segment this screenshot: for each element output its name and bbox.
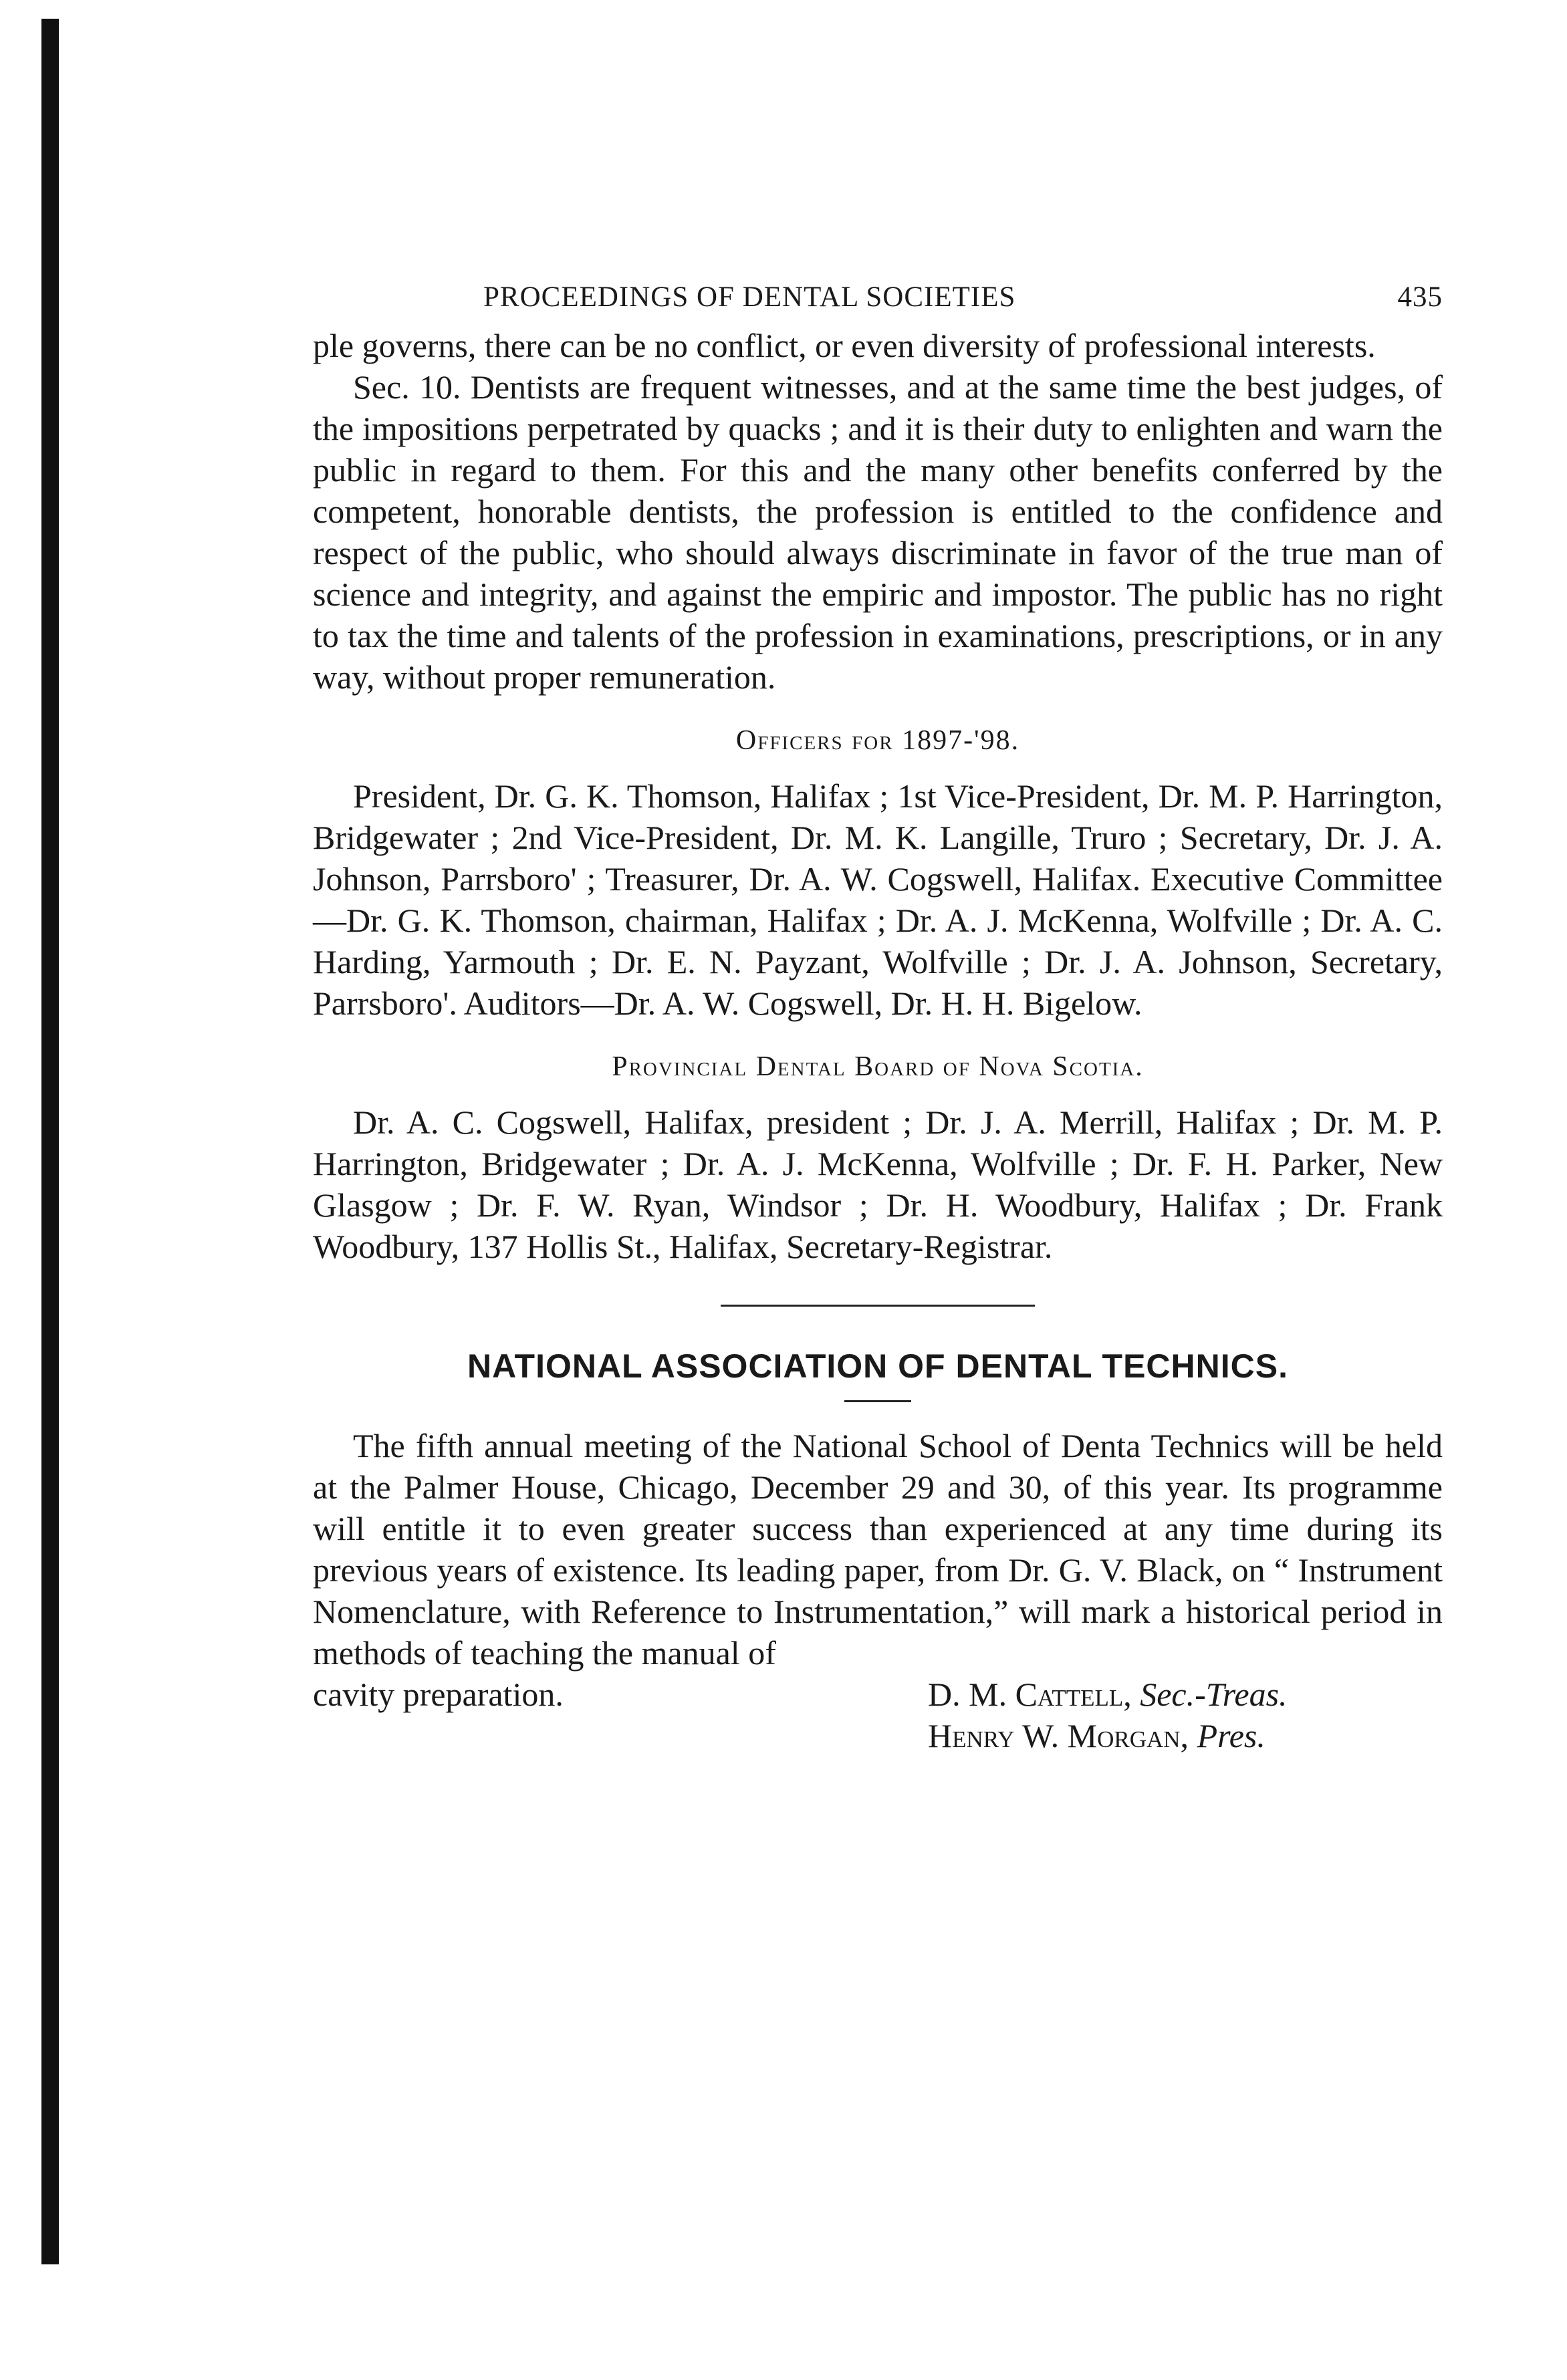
page-body: [313, 281, 1443, 1756]
binding-edge: [41, 19, 59, 2264]
national-association-paragraph: The fifth annual meeting of the National School of Denta Technics will be held at the Palmer House, Chicago, December 29 and 30, of this year. Its programme will entitle it to even greater success than experienced at any time during its previous years of existence. Its leading paper, from Dr. G. V. Black, on “ Instrument Nomenclature, with Reference to Instrumentation,” will mark a historical period in methods of teaching the manual of: [313, 1427, 1443, 1672]
heading-underline: [844, 1400, 911, 1402]
page-number: 435: [1397, 281, 1443, 313]
board-paragraph: Dr. A. C. Cogswell, Halifax, president ; Dr. J. A. Merrill, Halifax ; Dr. M. P. Harrington, Bridgewater ; Dr. A. J. McKenna, Wolfville ; Dr. F. H. Parker, New Glasgow ; Dr. F. W. Ryan, Windsor ; Dr. H. Woodbury, Halifax ; Dr. Frank Woodbury, 137 Hollis St., Halifax, Secretary-Registrar.: [313, 1103, 1443, 1265]
signature-block: [313, 1674, 1443, 1756]
signature-morgan: [928, 1715, 1265, 1756]
officers-heading: [313, 724, 1443, 757]
signature-cattell: [928, 1674, 1288, 1715]
paragraph-tail: cavity preparation.: [313, 1676, 564, 1713]
running-head-title: PROCEEDINGS OF DENTAL SOCIETIES: [483, 281, 1016, 313]
officers-heading-text: Officers for 1897-'98.: [735, 725, 1020, 756]
signature-morgan-name: Henry W. Morgan,: [928, 1717, 1189, 1754]
board-heading-text: Provincial Dental Board of Nova Scotia.: [612, 1051, 1144, 1082]
section-divider: [721, 1305, 1035, 1307]
board-heading: [313, 1051, 1443, 1083]
running-head: [313, 281, 1443, 325]
opening-paragraph: ple governs, there can be no conflict, or even diversity of professional interests.: [313, 327, 1376, 364]
officers-paragraph: President, Dr. G. K. Thomson, Halifax ; 1st Vice-President, Dr. M. P. Harrington, Bridgewater ; 2nd Vice-President, Dr. M. K. Langille, Truro ; Secretary, Dr. J. A. Johnson, Parrsboro' ; Treasurer, Dr. A. W. Cogswell, Halifax. Executive Committee—Dr. G. K. Thomson, chairman, Halifax ; Dr. A. J. McKenna, Wolfville ; Dr. A. C. Harding, Yarmouth ; Dr. E. N. Payzant, Wolfville ; Dr. J. A. Johnson, Secretary, Parrsboro'. Auditors—Dr. A. W. Cogswell, Dr. H. H. Bigelow.: [313, 777, 1443, 1022]
signature-cattell-title: Sec.-Treas.: [1140, 1676, 1288, 1713]
section-10-paragraph: Sec. 10. Dentists are frequent witnesses, and at the same time the best judges, of the impositions perpetrated by quacks ; and it is their duty to enlighten and warn the public in regard to them. For this and the many other benefits conferred by the competent, honorable dentists, the profession is entitled to the confidence and respect of the public, who should always discriminate in favor of the true man of science and integrity, and against the empiric and impostor. The public has no right to tax the time and talents of the profession in examinations, prescriptions, or in any way, without proper remuneration.: [313, 368, 1443, 696]
signature-cattell-name: D. M. Cattell,: [928, 1676, 1132, 1713]
national-association-heading: NATIONAL ASSOCIATION OF DENTAL TECHNICS.: [467, 1347, 1288, 1385]
signature-morgan-title: Pres.: [1197, 1717, 1265, 1754]
